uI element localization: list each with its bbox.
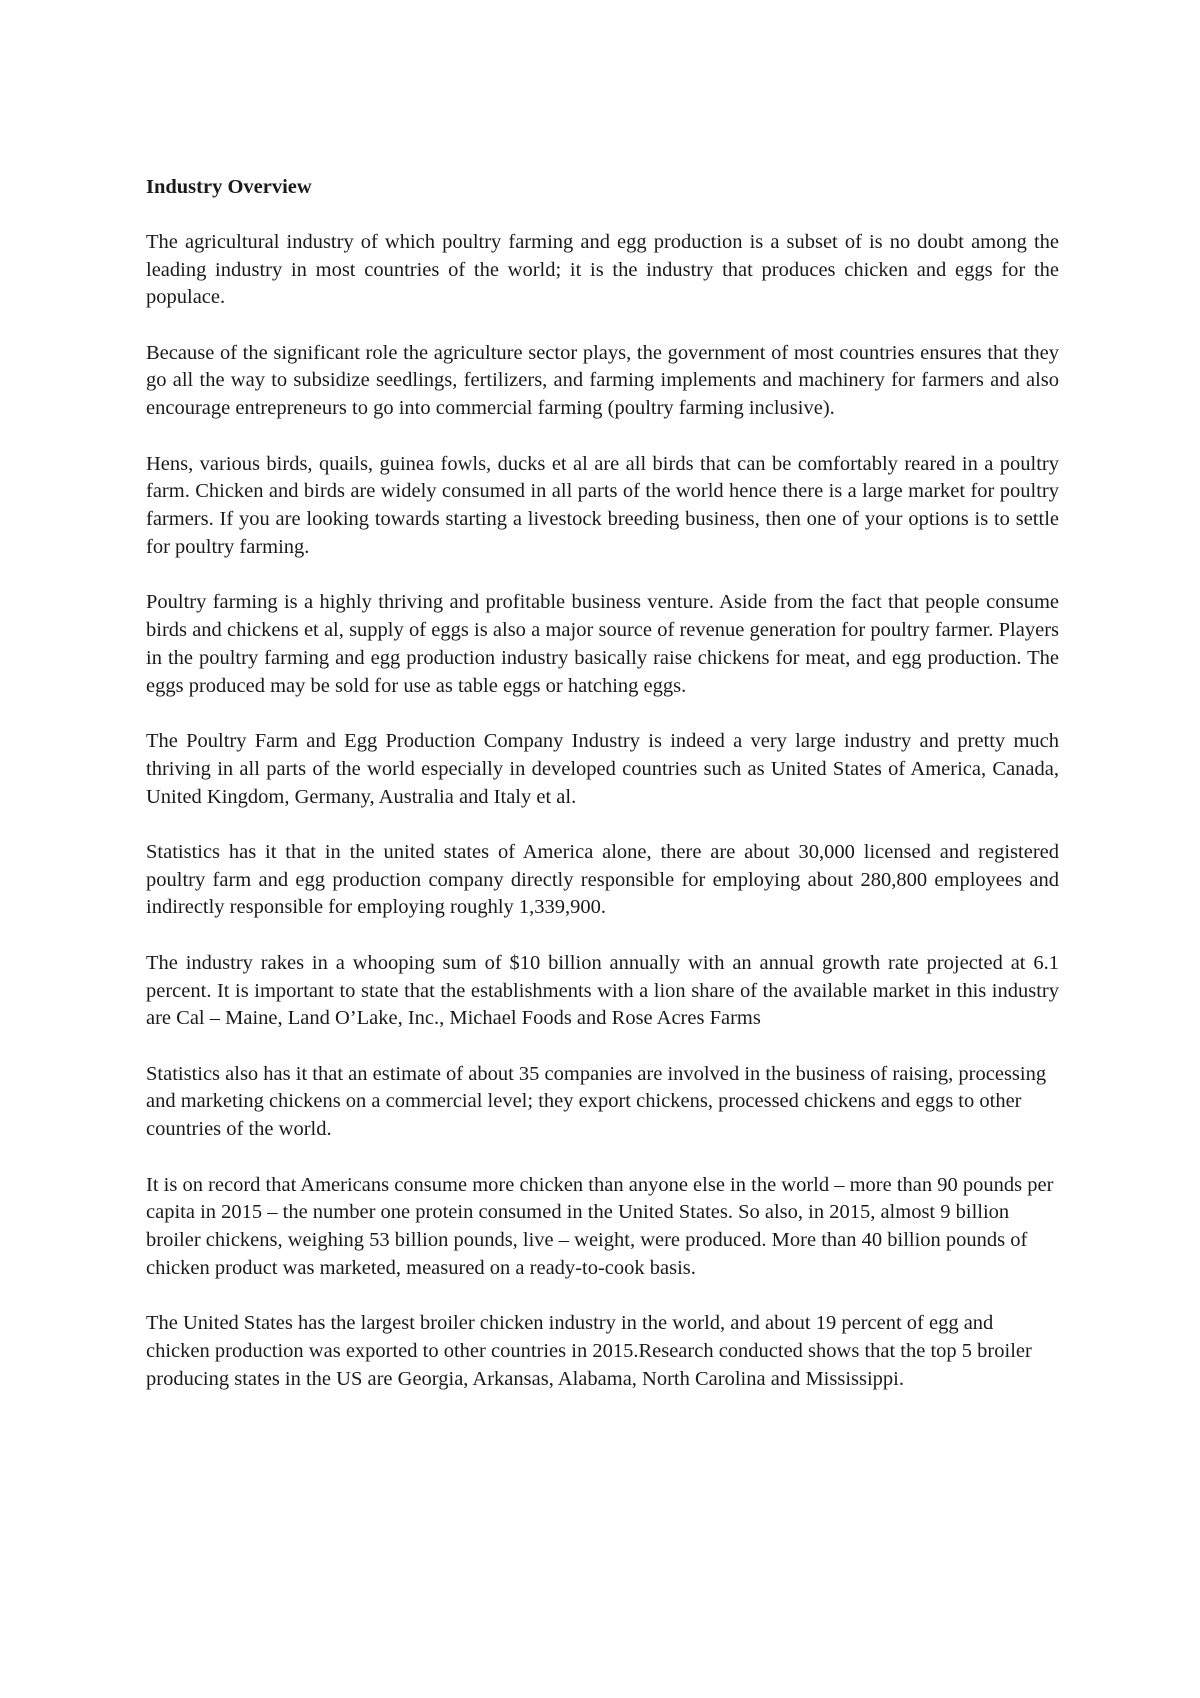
paragraph-10: The United States has the largest broiler chicken industry in the world, and about 19 percent of egg and chicken production was exported to other countries in 2015.Research conducted shows that the top 5 broiler producing states in the US are Georgia, Arkansas, Alabama, North Carolina and Mississippi. xyxy=(146,1312,1032,1390)
paragraph-7: The industry rakes in a whooping sum of $10 billion annually with an annual growth rate projected at 6.1 percent. It is important to state that the establishments with a lion share of the available market in this industry are Cal – Maine, Land O’Lake, Inc., Michael Foods and Rose Acres Farms xyxy=(146,951,1059,1030)
paragraph-9: It is on record that Americans consume more chicken than anyone else in the world – more than 90 pounds per capita in 2015 – the number one protein consumed in the United States. So also, in 2015, almost 9 billion broiler chickens, weighing 53 billion pounds, live – weight, were produced. More than 40 billion pounds of chicken product was marketed, measured on a ready-to-cook basis. xyxy=(146,1173,1054,1279)
paragraph-8: Statistics also has it that an estimate of about 35 companies are involved in the business of raising, processing and marketing chickens on a commercial level; they export chickens, processed chickens and eggs to other countries of the world. xyxy=(146,1062,1047,1141)
paragraph-2: Because of the significant role the agriculture sector plays, the government of most countries ensures that they go all the way to subsidize seedlings, fertilizers, and farming implements and machinery for farmers and also encourage entrepreneurs to go into commercial farming (poultry farming inclusive). xyxy=(146,341,1059,420)
section-heading: Industry Overview xyxy=(146,176,312,198)
paragraph-5: The Poultry Farm and Egg Production Company Industry is indeed a very large industry and pretty much thriving in all parts of the world especially in developed countries such as United States of America, Canada, United Kingdom, Germany, Australia and Italy et al. xyxy=(146,729,1059,808)
paragraph-3: Hens, various birds, quails, guinea fowls, ducks et al are all birds that can be comfortably reared in a poultry farm. Chicken and birds are widely consumed in all parts of the world hence there is a large market for poultry farmers. If you are looking towards starting a livestock breeding business, then one of your options is to settle for poultry farming. xyxy=(146,452,1059,558)
paragraph-1: The agricultural industry of which poultry farming and egg production is a subset of is no doubt among the leading industry in most countries of the world; it is the industry that produces chicken and eggs for the populace. xyxy=(146,230,1059,309)
document-page xyxy=(146,174,1059,1421)
paragraph-6: Statistics has it that in the united states of America alone, there are about 30,000 licensed and registered poultry farm and egg production company directly responsible for employing about 280,800 employees and indirectly responsible for employing roughly 1,339,900. xyxy=(146,840,1059,919)
paragraph-4: Poultry farming is a highly thriving and profitable business venture. Aside from the fact that people consume birds and chickens et al, supply of eggs is also a major source of revenue generation for poultry farmer. Players in the poultry farming and egg production industry basically raise chickens for meat, and egg production. The eggs produced may be sold for use as table eggs or hatching eggs. xyxy=(146,591,1059,697)
